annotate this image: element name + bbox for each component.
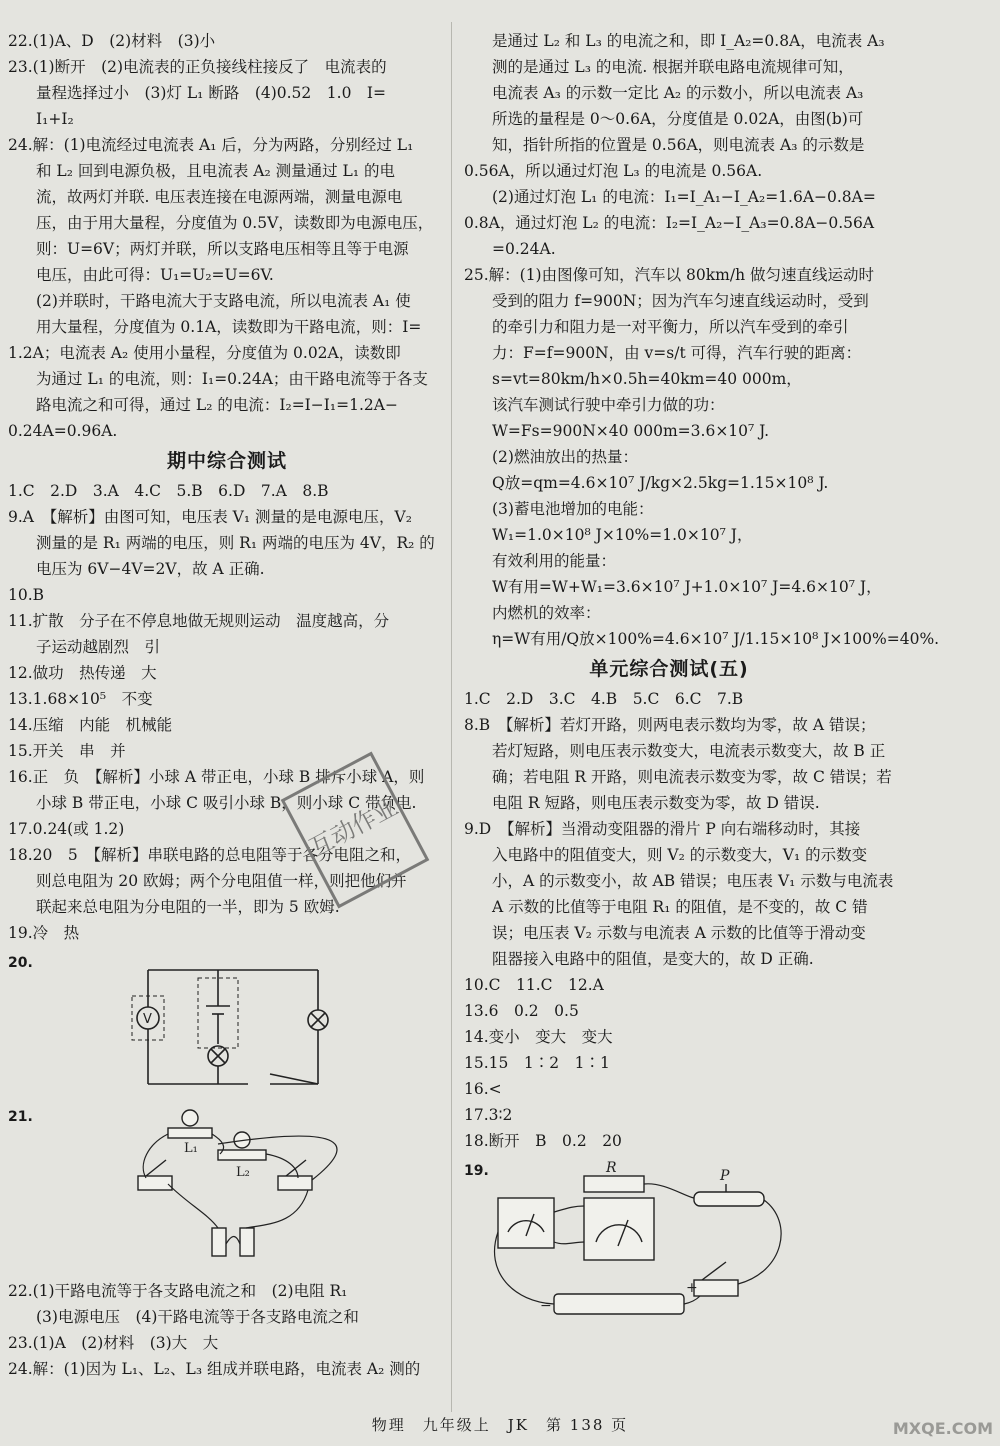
answer-line: 9.A 【解析】由图可知，电压表 V₁ 测量的是电源电压，V₂	[8, 508, 412, 526]
answer-line: 15.15 1∶2 1∶1	[464, 1054, 610, 1072]
right-column	[464, 28, 940, 1332]
answer-line: (2)燃油放出的热量：	[492, 448, 638, 466]
answer-line: 9.D 【解析】当滑动变阻器的滑片 P 向右端移动时，其接	[464, 820, 861, 838]
l1-label: L₁	[184, 1141, 198, 1156]
answer-line: 18.断开 B 0.2 20	[464, 1132, 622, 1150]
answer-line: 内燃机的效率：	[492, 604, 601, 622]
answer-line: 12.做功 热传递 大	[8, 664, 157, 682]
answer-line: 入电路中的阻值变大，则 V₂ 的示数变大，V₁ 的示数变	[492, 846, 868, 864]
answer-line: 10.C 11.C 12.A	[464, 976, 604, 994]
answer-line: 联起来总电阻为分电阻的一半，即为 5 欧姆.	[36, 898, 340, 916]
watermark-stamp-text: 互动作业	[304, 792, 403, 863]
answer-block-right-top	[464, 28, 940, 652]
answer-line: 电压为 6V−4V=2V，故 A 正确.	[36, 560, 265, 578]
answer-line: 若灯短路，则电压表示数变大，电流表示数变大，故 B 正	[492, 742, 886, 760]
answer-line: 17.3∶2	[464, 1106, 513, 1124]
answer-line: 23.(1)A (2)材料 (3)大 大	[8, 1334, 219, 1352]
answer-line: 22.(1)A、D (2)材料 (3)小	[8, 32, 216, 50]
answer-line: W有用=W+W₁=3.6×10⁷ J+1.0×10⁷ J=4.6×10⁷ J，	[492, 578, 882, 596]
answer-block-bottom	[8, 1278, 446, 1382]
answer-line: 22.(1)干路电流等于各支路电流之和 (2)电阻 R₁	[8, 1282, 348, 1300]
experiment-diagram-q19	[494, 1162, 824, 1322]
answer-line: 24.解：(1)电流经过电流表 A₁ 后，分为两路，分别经过 L₁	[8, 136, 414, 154]
answer-line: (2)并联时，干路电流大于支路电流，所以电流表 A₁ 使	[36, 292, 411, 310]
wiring-diagram-q21	[128, 1104, 408, 1264]
answer-line: 所选的量程是 0～0.6A，分度值是 0.02A，由图(b)可	[492, 110, 864, 128]
answer-line: 小，A 的示数变小，故 AB 错误；电压表 V₁ 示数与电流表	[492, 872, 894, 890]
answer-line: (3)蓄电池增加的电能：	[492, 500, 654, 518]
answer-block-top	[8, 28, 446, 444]
plus-terminal: +	[686, 1280, 698, 1296]
answer-line: 为通过 L₁ 的电流，则：I₁=0.24A；由干路电流等于各支	[36, 370, 428, 388]
watermark-stamp	[290, 760, 420, 900]
answer-line: (2)通过灯泡 L₁ 的电流：I₁=I_A₁−I_A₂=1.6A−0.8A=	[492, 188, 876, 206]
q21-label: 21.	[8, 1109, 33, 1125]
answer-line: 16.正 负 【解析】小球 A 带正电，小球 B 排斥小球 A，则	[8, 768, 425, 786]
answer-line: 1.C 2.D 3.A 4.C 5.B 6.D 7.A 8.B	[8, 482, 329, 500]
answer-line: 0.8A，通过灯泡 L₂ 的电流：I₂=I_A₂−I_A₃=0.8A−0.56A	[464, 214, 875, 232]
answer-line: 压，由于用大量程，分度值为 0.5V，读数即为电源电压，	[36, 214, 434, 232]
answer-line: 10.B	[8, 586, 45, 604]
answer-line: 16.<	[464, 1080, 502, 1098]
voltmeter-symbol: V	[143, 1012, 152, 1027]
answer-line: 阻器接入电路中的阻值，是变大的，故 D 正确.	[492, 950, 814, 968]
section-title-unit5: 单元综合测试(五)	[589, 658, 749, 680]
page-footer: 物理 九年级上 JK 第 138 页	[371, 1416, 629, 1434]
answer-line: 8.B 【解析】若灯开路，则两电表示数均为零，故 A 错误；	[464, 716, 876, 734]
watermark-corner-text: MXQE.COM	[892, 1419, 993, 1438]
answer-line: 14.变小 变大 变大	[464, 1028, 613, 1046]
q19-label: 19.	[464, 1163, 489, 1179]
column-divider	[451, 22, 452, 1412]
answer-line: 18.20 5 【解析】串联电路的总电阻等于各分电阻之和，	[8, 846, 411, 864]
answer-line: η=W有用/Q放×100%=4.6×10⁷ J/1.15×10⁸ J×100%=40%.	[492, 630, 940, 648]
answer-line: 23.(1)断开 (2)电流表的正负接线柱接反了 电流表的	[8, 58, 387, 76]
figure-q19-experiment	[464, 1158, 874, 1328]
answer-line: 用大量程，分度值为 0.1A，读数即为干路电流，则：I=	[36, 318, 422, 336]
answer-line: 25.解：(1)由图像可知，汽车以 80km/h 做匀速直线运动时	[464, 266, 874, 284]
answer-line: 和 L₂ 回到电源负极，且电流表 A₂ 测量通过 L₁ 的电	[36, 162, 395, 180]
answer-line: I₁+I₂	[36, 110, 74, 128]
left-column	[8, 28, 446, 1382]
answer-line: 测量的是 R₁ 两端的电压，则 R₁ 两端的电压为 4V，R₂ 的	[36, 534, 435, 552]
answer-line: 电压，由此可得：U₁=U₂=U=6V.	[36, 266, 274, 284]
answer-line: 1.2A；电流表 A₂ 使用小量程，分度值为 0.02A，读数即	[8, 344, 401, 362]
answer-line: 力：F=f=900N，由 v=s/t 可得，汽车行驶的距离：	[492, 344, 862, 362]
l2-label: L₂	[236, 1165, 250, 1180]
q20-label: 20.	[8, 955, 33, 971]
answer-line: 1.C 2.D 3.C 4.B 5.C 6.C 7.B	[464, 690, 744, 708]
answer-line: 量程选择过小 (3)灯 L₁ 断路 (4)0.52 1.0 I=	[36, 84, 387, 102]
answer-line: A 示数的比值等于电阻 R₁ 的阻值，是不变的，故 C 错	[492, 898, 868, 916]
slider-label: P	[720, 1168, 730, 1184]
answer-line: 0.24A=0.96A.	[8, 422, 118, 440]
answer-line: 路电流之和可得，通过 L₂ 的电流：I₂=I−I₁=1.2A−	[36, 396, 398, 414]
answer-line: 电阻 R 短路，则电压表示数变为零，故 D 错误.	[492, 794, 820, 812]
answer-line: 13.6 0.2 0.5	[464, 1002, 579, 1020]
answer-line: Q放=qm=4.6×10⁷ J/kg×2.5kg=1.15×10⁸ J.	[492, 474, 829, 492]
answer-line: 有效利用的能量：	[492, 552, 617, 570]
answer-line: (3)电源电压 (4)干路电流等于各支路电流之和	[36, 1308, 359, 1326]
answer-line: 测的是通过 L₃ 的电流. 根据并联电路电流规律可知，	[492, 58, 854, 76]
answer-line: 是通过 L₂ 和 L₃ 的电流之和，即 I_A₂=0.8A，电流表 A₃	[492, 32, 885, 50]
answer-line: 子运动越剧烈 引	[36, 638, 161, 656]
answer-line: 误；电压表 V₂ 示数与电流表 A 示数的比值等于滑动变	[492, 924, 866, 942]
answer-line: 14.压缩 内能 机械能	[8, 716, 173, 734]
answer-line: W₁=1.0×10⁸ J×10%=1.0×10⁷ J，	[492, 526, 753, 544]
answer-line: 0.56A，所以通过灯泡 L₃ 的电流是 0.56A.	[464, 162, 763, 180]
answer-line: 小球 B 带正电，小球 C 吸引小球 B，则小球 C 带负电.	[36, 794, 417, 812]
answer-line: 则总电阻为 20 欧姆；两个分电阻值一样，则把他们并	[36, 872, 407, 890]
answer-line: 17.0.24(或 1.2)	[8, 820, 125, 838]
answer-line: 11.扩散 分子在不停息地做无规则运动 温度越高，分	[8, 612, 390, 630]
answer-line: =0.24A.	[492, 240, 556, 258]
answer-line: 24.解：(1)因为 L₁、L₂、L₃ 组成并联电路，电流表 A₂ 测的	[8, 1360, 421, 1378]
answer-line: W=Fs=900N×40 000m=3.6×10⁷ J.	[492, 422, 770, 440]
answer-line: s=vt=80km/h×0.5h=40km=40 000m，	[492, 370, 802, 388]
figure-q20-circuit	[8, 950, 446, 1100]
answer-line: 电流表 A₃ 的示数一定比 A₂ 的示数小，所以电流表 A₃	[492, 84, 864, 102]
figure-q21-wiring	[8, 1104, 446, 1274]
circuit-diagram-q20	[118, 956, 358, 1096]
answer-line: 确；若电阻 R 开路，则电流表示数变为零，故 C 错误；若	[492, 768, 892, 786]
answer-line: 则：U=6V；两灯并联，所以支路电压相等且等于电源	[36, 240, 409, 258]
answer-line: 受到的阻力 f=900N；因为汽车匀速直线运动时，受到	[492, 292, 869, 310]
answer-line: 知，指针所指的位置是 0.56A，则电流表 A₃ 的示数是	[492, 136, 865, 154]
answer-line: 15.开关 串 并	[8, 742, 126, 760]
answer-block-unit5	[464, 686, 894, 1154]
answer-line: 流，故两灯并联. 电压表连接在电源两端，测量电源电	[36, 188, 403, 206]
answer-line: 该汽车测试行驶中牵引力做的功：	[492, 396, 725, 414]
resistor-label: R	[606, 1160, 617, 1176]
answer-line: 19.冷 热	[8, 924, 80, 942]
section-title-midterm: 期中综合测试	[166, 450, 287, 472]
answer-line: 的牵引力和阻力是一对平衡力，所以汽车受到的牵引	[492, 318, 849, 336]
answer-line: 13.1.68×10⁵ 不变	[8, 690, 153, 708]
minus-terminal: −	[540, 1298, 552, 1314]
